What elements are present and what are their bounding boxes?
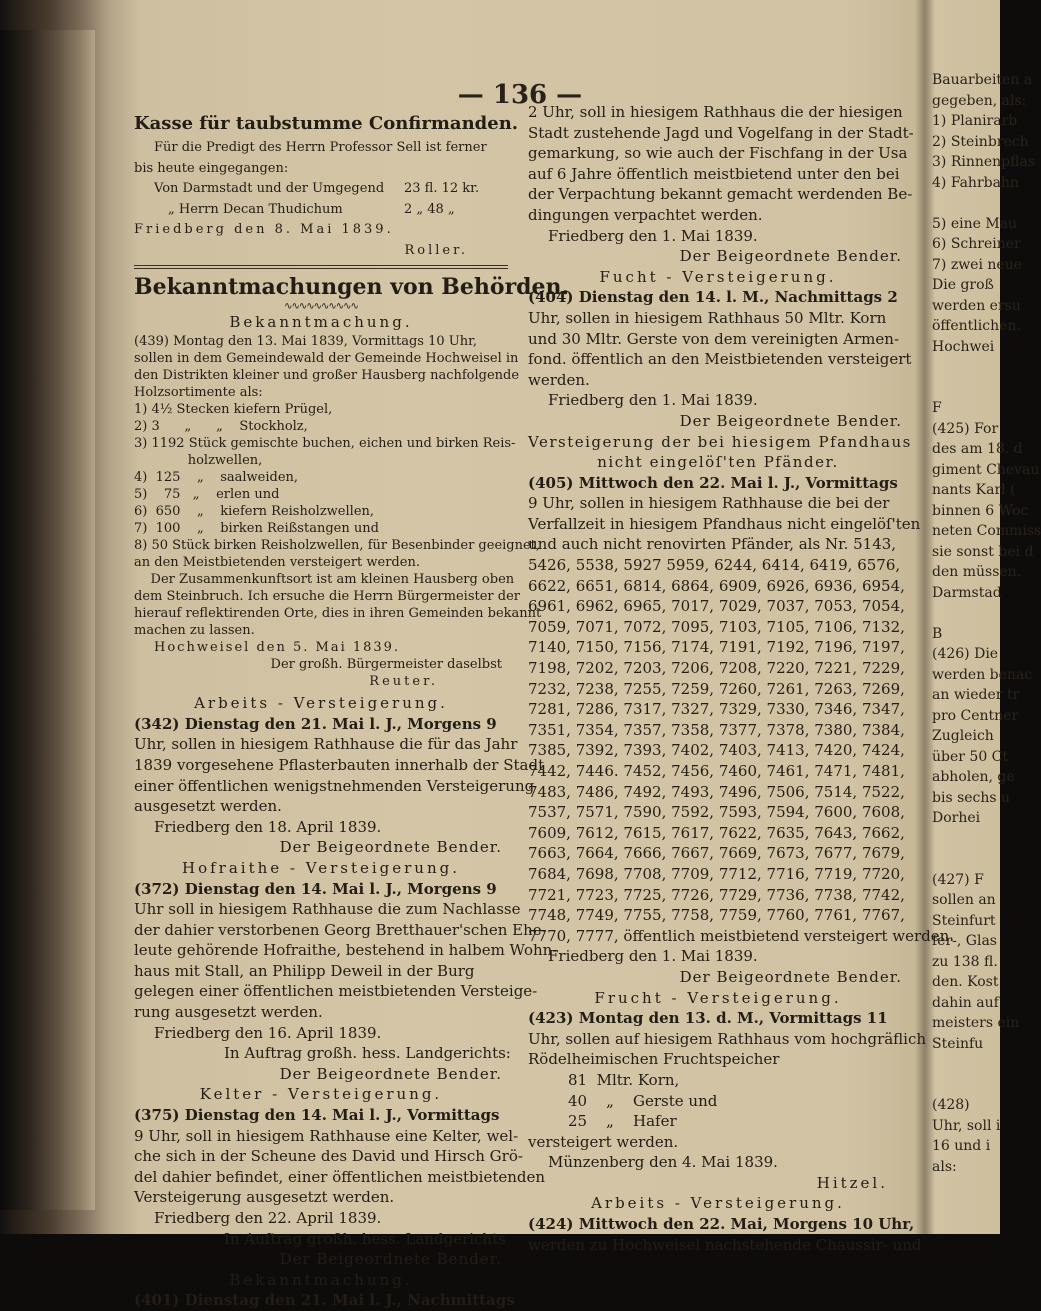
signature-line: In Auftrag großh. hess. Landgerichts: <box>224 1044 511 1063</box>
text-line: 2 Uhr, soll in hiesigem Rathhaus die der hiesigen <box>528 103 903 121</box>
signature-line: Der Beigeordnete Bender. <box>279 1064 502 1083</box>
text-line: dem Steinbruch. Ich ersuche die Herrn Bürgermeister der <box>134 589 520 605</box>
text-line: 7442, 7446. 7452, 7456, 7460, 7461, 7471, 7481, <box>528 762 905 780</box>
text-line: werden zu Hochweisel nachstehende Chaussir- und <box>528 1235 922 1254</box>
heading: Bekanntmachung. <box>229 1270 413 1289</box>
edge-text-line: Steinfu <box>932 1035 984 1052</box>
edge-text-line: Hochwei <box>932 338 995 355</box>
edge-text-line: 16 und i <box>932 1138 991 1154</box>
text-line: haus mit Stall, an Philipp Deweil in der Burg <box>134 961 475 980</box>
text-line: werden. <box>528 370 590 389</box>
text-line: 7483, 7486, 7492, 7493, 7496, 7506, 7514, 7522, <box>528 782 905 801</box>
text-line: an den Meistbietenden versteigert werden. <box>134 555 420 571</box>
text-line: ausgesetzt werden. <box>134 797 282 816</box>
notice-401-start: (401) Dienstag den 21. Mai l. J., Nachmittags <box>134 1291 515 1310</box>
edge-text-line: werden ersu <box>932 297 1021 314</box>
text-line: 7748, 7749, 7755, 7758, 7759, 7760, 7761, 7767, <box>528 906 905 925</box>
heading: Arbeits - Versteigerung. <box>194 694 448 713</box>
list-item: 25 „ Hafer <box>568 1112 677 1131</box>
text-line: und 30 Mltr. Gerste von dem vereinigten Armen- <box>528 329 900 348</box>
edge-text-line: dahin auf <box>932 994 999 1011</box>
text-line: den Distrikten kleiner und großer Hausberg nachfolgende <box>134 368 520 384</box>
edge-text-line: 7) zwei neue <box>932 256 1022 273</box>
heading: Frucht - Versteigerung. <box>594 988 842 1007</box>
text-line: 1839 vorgesehene Pflasterbauten innerhalb der Stadt <box>134 755 545 774</box>
edge-text-line: (425) For <box>932 420 999 437</box>
edge-text-line <box>932 357 1000 378</box>
heading: nicht eingelöſ'ten Pfänder. <box>597 453 839 472</box>
text-line: Holzsortimente als: <box>134 385 263 401</box>
list-item: 4) 125 „ saalweiden, <box>134 470 299 486</box>
text-line: Uhr, sollen in hiesigem Rathhaus 50 Mltr. Korn <box>528 308 887 327</box>
text-line: 7281, 7286, 7317, 7327, 7329, 7330, 7346, 7347, <box>528 700 905 719</box>
text-line: der dahier verstorbenen Georg Bretthauer'schen Ehe- <box>134 920 547 939</box>
text-line: (423) Montag den 13. d. M., Vormittags 11 <box>528 1009 888 1028</box>
list-item: 3) 1192 Stück gemischte buchen, eichen und birken Reis- <box>134 436 516 452</box>
edge-text-line: Darmstad <box>932 584 1002 601</box>
edge-text-line: sollen an <box>932 892 996 908</box>
edge-text-line: Bauarbeiten a <box>932 72 1033 88</box>
text-line: dingungen verpachtet werden. <box>528 205 763 224</box>
text-line: 7385, 7392, 7393, 7402, 7403, 7413, 7420, 7424, <box>528 741 905 760</box>
edge-text-line: gegeben, als: <box>932 92 1027 109</box>
donation-row <box>134 200 508 221</box>
text-line: sollen in dem Gemeindewald der Gemeinde Hochweisel in <box>134 351 519 367</box>
edge-text-line: 3) Rinnenpflas <box>932 154 1036 170</box>
list-item: holzwellen, <box>134 453 263 469</box>
notice-342 <box>134 714 545 858</box>
notice-date: Friedberg den 18. April 1839. <box>154 817 382 836</box>
edge-text-line: sie sonst bei d <box>932 543 1034 560</box>
text-line: gelegen einer öffentlichen meistbietenden Versteige- <box>134 982 538 1001</box>
edge-text-line: binnen 6 Woc <box>932 502 1029 519</box>
signature-line: Der Beigeordnete Bender. <box>679 411 902 430</box>
text-line: fond. öffentlich an den Meistbietenden versteigert <box>528 350 912 369</box>
donation-text: Von Darmstadt und der Umgegend <box>154 181 385 197</box>
edge-text-line: B <box>932 625 943 642</box>
text-line: 7663, 7664, 7666, 7667, 7669, 7673, 7677, 7679, <box>528 844 905 863</box>
heading: Hofraithe - Versteigerung. <box>182 858 460 877</box>
notice-372 <box>134 879 558 1085</box>
edge-text-line: als: <box>932 1158 957 1175</box>
text-line: 5426, 5538, 5927 5959, 6244, 6414, 6419, 6576, <box>528 556 901 575</box>
edge-text-line: zu 138 fl. <box>932 953 998 970</box>
text-line: Uhr, sollen auf hiesigem Rathhaus vom hochgräflich <box>528 1029 927 1048</box>
signature-line: Der Beigeordnete Bender. <box>679 247 902 266</box>
edge-text-line <box>932 829 1000 850</box>
edge-text-line <box>932 193 1000 214</box>
edge-text-line: giment Chevau <box>932 461 1040 478</box>
notice-date: Münzenberg den 4. Mai 1839. <box>548 1153 778 1172</box>
edge-text-line: 5) eine Mau <box>932 215 1018 232</box>
edge-text-line <box>932 849 1000 870</box>
edge-text-line: nants Karl ( <box>932 482 1016 498</box>
notice-date: Friedberg den 1. Mai 1839. <box>548 391 758 410</box>
notice-date: Hochweisel den 5. Mai 1839. <box>154 640 401 656</box>
donation-row <box>134 179 508 200</box>
text-line: leute gehörende Hofraithe, bestehend in halbem Wohn- <box>134 941 558 960</box>
donation-text: „ Herrn Decan Thudichum <box>168 201 343 217</box>
list-item: 6) 650 „ kiefern Reisholzwellen, <box>134 504 375 520</box>
text-line: 7059, 7071, 7072, 7095, 7103, 7105, 7106, 7132, <box>528 617 905 636</box>
text-line: del dahier befindet, einer öffentlichen meistbietenden <box>134 1167 546 1186</box>
edge-text-line: Uhr, soll i <box>932 1117 1001 1134</box>
edge-text-line <box>932 603 1000 624</box>
text-line: versteigert werden. <box>528 1132 679 1151</box>
edge-text-line: den. Kost <box>932 974 999 990</box>
text-line: (375) Dienstag den 14. Mai l. J., Vormittags <box>134 1106 500 1125</box>
edge-text-line: F <box>932 400 942 416</box>
notice-423 <box>528 1008 927 1193</box>
signature-line: Der Beigeordnete Bender. <box>279 1250 502 1269</box>
ornament-wave: ∿∿∿∿∿∿∿∿∿∿ <box>284 300 358 312</box>
text-line: Rödelheimischen Fruchtspeicher <box>528 1050 780 1069</box>
text-line: 7684, 7698, 7708, 7709, 7712, 7716, 7719, 7720, <box>528 864 905 883</box>
heading: Kelter - Versteigerung. <box>199 1085 443 1104</box>
kasse-title: Kasse für taubstumme Confirmanden. <box>134 113 519 134</box>
section-title: Bekanntmachungen von Behörden. <box>134 273 570 300</box>
edge-text-line: 2) Steinbrech <box>932 133 1029 150</box>
edge-text-line <box>932 1054 1000 1075</box>
text-line: Verfallzeit in hiesigem Pfandhaus nicht eingelöſ'ten <box>528 514 921 533</box>
left-column <box>134 110 570 1311</box>
list-item: 5) 75 „ erlen und <box>134 487 280 503</box>
edge-text-line: Dorhei <box>932 810 981 826</box>
heading: Arbeits - Versteigerung. <box>591 1194 845 1213</box>
notice-date: Friedberg den 1. Mai 1839. <box>548 226 758 245</box>
heading: Fucht - Versteigerung. <box>599 267 837 286</box>
notice-date: Friedberg den 1. Mai 1839. <box>548 947 758 966</box>
edge-text-line: über 50 Ct <box>932 748 1009 765</box>
heading: Bekanntmachung. <box>229 312 413 331</box>
kasse-signature: Roller. <box>404 242 468 258</box>
notice-404 <box>528 287 912 431</box>
text-line: bis heute eingegangen: <box>134 160 289 176</box>
text-line: der Verpachtung bekannt gemacht werdenden Be- <box>528 185 913 204</box>
notice-375 <box>134 1105 546 1270</box>
list-item: 8) 50 Stück birken Reisholzwellen, für Besenbinder geeignet, <box>134 538 541 554</box>
book-spine-edge <box>0 30 95 1210</box>
text-line: 7198, 7202, 7203, 7206, 7208, 7220, 7221, 7229, <box>528 659 905 678</box>
notice-date: Friedberg den 22. April 1839. <box>154 1209 382 1227</box>
text-line: (404) Dienstag den 14. l. M., Nachmittags 2 <box>528 288 898 307</box>
edge-text-line: 4) Fahrbahn <box>932 174 1019 191</box>
signature-name: Reuter. <box>369 674 438 690</box>
list-item: 1) 4½ Stecken kiefern Prügel, <box>134 402 333 418</box>
edge-text-line: an wieder tr <box>932 687 1020 703</box>
list-item: 7) 100 „ birken Reißstangen und <box>134 521 379 537</box>
donation-amount: 2 „ 48 „ <box>404 201 455 217</box>
edge-text-line: 1) Planirarb <box>932 113 1018 129</box>
donation-amount: 23 fl. 12 kr. <box>404 181 480 197</box>
text-line: Uhr, sollen in hiesigem Rathhause die für das Jahr <box>134 735 518 754</box>
next-page-edge <box>932 70 1041 1200</box>
text-line: hierauf reflektirenden Orte, dies in ihren Gemeinden bekannt <box>134 606 542 622</box>
text-line: Stadt zustehende Jagd und Vogelfang in der Stadt- <box>528 123 914 142</box>
edge-text-line: (427) F <box>932 871 984 888</box>
text-line: 6961, 6962, 6965, 7017, 7029, 7037, 7053, 7054, <box>528 597 905 616</box>
page-number: — 136 — <box>457 80 583 110</box>
text-line: (372) Dienstag den 14. Mai l. J., Morgens 9 <box>134 879 497 898</box>
edge-text-line: pro Centner <box>932 707 1019 724</box>
text-line: (424) Mittwoch den 22. Mai, Morgens 10 Uhr, <box>528 1215 915 1234</box>
signature-line: Der Beigeordnete Bender. <box>279 838 502 857</box>
text-line: gemarkung, so wie auch der Fischfang in der Usa <box>528 144 908 163</box>
edge-text-line: abholen, ge <box>932 769 1015 785</box>
edge-text-line: des am 18. d <box>932 441 1023 457</box>
text-line: machen zu lassen. <box>134 623 255 639</box>
text-line: Versteigerung ausgesetzt werden. <box>134 1188 395 1207</box>
edge-text-line: 6) Schreiner <box>932 236 1021 252</box>
divider <box>134 265 508 269</box>
text-line: (439) Montag den 13. Mai 1839, Vormittags 10 Uhr, <box>134 334 478 350</box>
list-item: 2) 3 „ „ Stockholz, <box>134 419 308 435</box>
edge-text-line: (428) <box>932 1097 970 1113</box>
signature-line: Der Beigeordnete Bender. <box>679 967 902 986</box>
edge-text-line: öffentlichen. <box>932 318 1021 334</box>
list-item: 81 Mltr. Korn, <box>568 1070 680 1089</box>
edge-text-line: neten Commiss <box>932 523 1041 539</box>
text-line: 9 Uhr, soll in hiesigem Rathhause eine Kelter, wel- <box>134 1126 519 1145</box>
edge-text-line: werden benac <box>932 666 1033 683</box>
text-line: 7140, 7150, 7156, 7174, 7191, 7192, 7196, 7197, <box>528 638 905 657</box>
notice-405 <box>528 473 955 988</box>
kasse-intro <box>134 138 508 179</box>
text-line: (342) Dienstag den 21. Mai l. J., Morgens 9 <box>134 714 497 733</box>
list-item: 40 „ Gerste und <box>568 1091 718 1110</box>
edge-text-line: Steinfurt <box>932 912 996 929</box>
text-line: 7609, 7612, 7615, 7617, 7622, 7635, 7643, 7662, <box>528 823 905 842</box>
edge-text-line: (426) Die <box>932 646 999 662</box>
notice-439 <box>134 332 542 690</box>
signature-name: Hitzel. <box>816 1173 888 1192</box>
edge-text-line <box>932 378 1000 399</box>
text-line: und auch nicht renovirten Pfänder, als Nr. 5143, <box>528 535 897 554</box>
edge-text-line <box>932 1075 1000 1096</box>
text-line: auf 6 Jahre öffentlich meistbietend unter den bei <box>528 164 900 183</box>
edge-text-line: bis sechs u <box>932 789 1011 806</box>
kasse-date: Friedberg den 8. Mai 1839. <box>134 222 394 238</box>
text-line: 7537, 7571, 7590, 7592, 7593, 7594, 7600, 7608, <box>528 803 905 822</box>
edge-text-line: meisters ein <box>932 1015 1020 1031</box>
text-line: 7721, 7723, 7725, 7726, 7729, 7736, 7738, 7742, <box>528 885 905 904</box>
edge-text-line: Die groß <box>932 277 994 293</box>
text-line: Für die Predigt des Herrn Professor Sell ist ferner <box>154 140 487 155</box>
signature-line: Der großh. Bürgermeister daselbst <box>270 657 502 673</box>
text-line: Der Zusammenkunftsort ist am kleinen Hausberg oben <box>134 572 515 588</box>
notice-date: Friedberg den 16. April 1839. <box>154 1023 382 1042</box>
text-line: che sich in der Scheune des David und Hirsch Grö- <box>134 1147 523 1166</box>
signature-line: In Auftrag großh. hess. Landgerichts <box>224 1229 506 1248</box>
edge-text-line: fer-, Glas <box>932 933 997 949</box>
text-line: 7232, 7238, 7255, 7259, 7260, 7261, 7263, 7269, <box>528 679 905 698</box>
text-line: einer öffentlichen wenigstnehmenden Versteigerung <box>134 776 535 795</box>
heading: Versteigerung der bei hiesigem Pfandhaus <box>528 432 912 451</box>
text-line: 7770, 7777, öffentlich meistbietend versteigert werden. <box>528 926 955 945</box>
text-line: rung ausgesetzt werden. <box>134 1003 323 1022</box>
text-line: 9 Uhr, sollen in hiesigem Rathhause die bei der <box>528 494 890 513</box>
text-line: 7351, 7354, 7357, 7358, 7377, 7378, 7380, 7384, <box>528 720 905 739</box>
edge-text-line: Zugleich <box>932 728 994 744</box>
text-line: (405) Mittwoch den 22. Mai l. J., Vormittags <box>528 473 898 492</box>
edge-text-line: den müssen. <box>932 564 1022 580</box>
text-line: Uhr soll in hiesigem Rathhause die zum Nachlasse <box>134 900 521 919</box>
text-line: 6622, 6651, 6814, 6864, 6909, 6926, 6936, 6954, <box>528 576 905 595</box>
